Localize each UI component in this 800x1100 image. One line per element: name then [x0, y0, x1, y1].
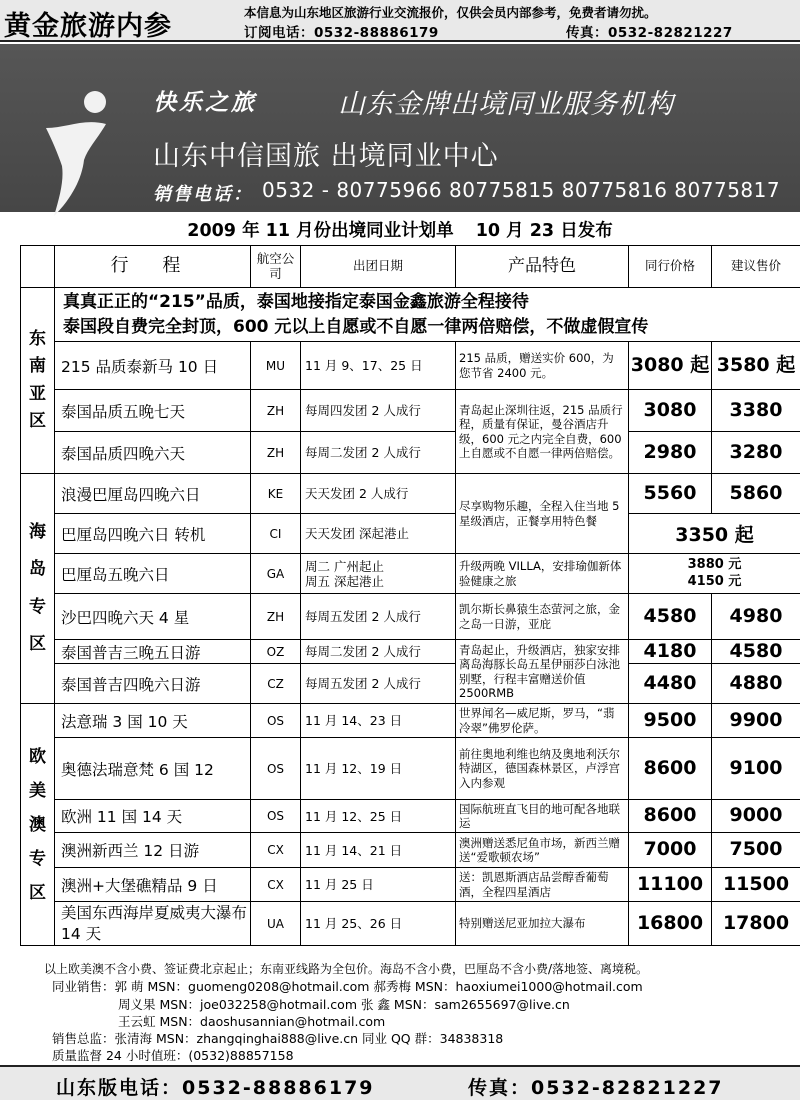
pricing-notes: 以上欧美澳不含小费、签证费北京起止；东南亚线路为全包价。海岛不含小费，巴厘岛不含小费/落地签、离境税。	[44, 962, 649, 976]
table-row: 澳洲+大堡礁精品 9 日 CX 11 月 25 日 送：凯恩斯酒店品尝醇香葡萄酒，全程四星酒店 11100 11500	[21, 868, 800, 902]
notice-row	[21, 288, 800, 342]
agency-title: 山东金牌出境同业服务机构	[338, 89, 674, 120]
shandong-fax: 传真：0532-82821227	[468, 1077, 724, 1099]
table-row: 泰国品质四晚六天 ZH 每周二发团 2 人成行 2980 3280	[21, 432, 800, 474]
header-features: 产品特色	[456, 246, 629, 288]
table-row: 欧洲 11 国 14 天 OS 11 月 12、25 日 国际航班直飞目的地可配各地联运 8600 9000	[21, 800, 800, 833]
table-row: 泰国品质五晚七天 ZH 每周四发团 2 人成行 青岛起止深圳往返，215 品质行程，质量有保证，曼谷酒店升级，600 元之内完全自费，600 上自愿或不自愿一律两倍赔偿。 3080 3380	[21, 390, 800, 432]
table-row: 美国东西海岸夏威夷大瀑布 14 天 UA 11 月 25、26 日 特别赠送尼亚加拉大瀑布 16800 17800	[21, 902, 800, 946]
table-row: 巴厘岛五晚六日 GA 周二 广州起止 周五 深起港止 升级两晚 VILLA，安排瑜伽新体验健康之旅 3880 元 4150 元	[21, 554, 800, 594]
subscription-phone: 订阅电话：0532-88886179	[244, 25, 439, 41]
table-row: 沙巴四晚六天 4 星 ZH 每周五发团 2 人成行 凯尔斯长鼻猿生态萤河之旅，金之岛一日游，亚庇 4580 4980	[21, 594, 800, 640]
table-row: 澳洲新西兰 12 日游 CX 11 月 14、21 日 澳洲赠送悉尼鱼市场，新西兰赠送“爱歌顿农场” 7000 7500	[21, 833, 800, 868]
sales-phone-numbers: 0532 - 80775966 80775815 80775816 80775817	[262, 178, 781, 202]
tour-price-table	[20, 245, 800, 946]
publish-date: 10 月 23 日发布	[475, 221, 613, 241]
header-departure: 出团日期	[301, 246, 456, 288]
sales-phone-label: 销售电话：	[153, 184, 253, 205]
sales-contacts-3: 王云虹 MSN：daoshusannian@hotmail.com	[118, 1014, 386, 1029]
shandong-phone: 山东版电话：0532-88886179	[56, 1077, 375, 1099]
table-row: 泰国普吉四晚六日游 CZ 每周五发团 2 人成行 4480 4880	[21, 664, 800, 704]
plan-title	[0, 217, 800, 242]
plan-name: 2009 年 11 月份出境同业计划单	[187, 221, 454, 241]
publication-title: 黄金旅游内参	[4, 11, 172, 42]
quality-hotline: 质量监督 24 小时值班：(0532)88857158	[52, 1048, 294, 1063]
sales-contacts-2: 周义果 MSN：joe032258@hotmail.com 张 鑫 MSN：sam2655697@live.cn	[118, 997, 570, 1012]
header-route: 行 程	[55, 246, 251, 288]
subscription-fax: 传真：0532-82821227	[566, 25, 733, 41]
agency-name: 山东中信国旅 出境同业中心	[153, 141, 499, 172]
slogan: 快乐之旅	[153, 90, 257, 116]
header-trade-price: 同行价格	[629, 246, 712, 288]
running-figure-logo-icon	[44, 88, 114, 218]
header-retail-price: 建议售价	[712, 246, 800, 288]
sales-contacts-1: 同业销售：郭 萌 MSN：guomeng0208@hotmail.com 郝秀梅 MSN：haoxiumei1000@hotmail.com	[52, 979, 643, 994]
thai-quality-notice: 真真正正的“215”品质，泰国地接指定泰国金鑫旅游全程接待 泰国段自费完全封顶，600 元以上自愿或不自愿一律两倍赔偿，不做虚假宣传	[55, 288, 800, 342]
thai-tour-features: 青岛起止深圳往返，215 品质行程，质量有保证，曼谷酒店升级，600 元之内完全自费，600 上自愿或不自愿一律两倍赔偿。	[456, 390, 629, 474]
bottom-bar	[0, 1065, 800, 1100]
bali-tour-features: 尽享购物乐趣，全程入住当地 5 星级酒店，正餐享用特色餐	[456, 474, 629, 554]
member-notice: 本信息为山东地区旅游行业交流报价，仅供会员内部参考，免费者请勿扰。	[244, 5, 657, 20]
top-strip	[0, 0, 800, 42]
table-row: 215 品质泰新马 10 日 MU 11 月 9、17、25 日 215 品质，赠送实价 600，为您节省 2400 元。 3080 起 3580 起	[21, 342, 800, 390]
table-row: 巴厘岛四晚六日 转机 CI 天天发团 深起港止 3350 起	[21, 514, 800, 554]
table-row: 奥德法瑞意梵 6 国 12 OS 11 月 12、19 日 前往奥地利维也纳及奥地利沃尔特湖区，德国森林景区，卢浮宫入内参观 8600 9100	[21, 738, 800, 800]
region-europe-america-australia: 欧美澳专区	[21, 704, 55, 946]
phuket-tour-features: 青岛起止，升级酒店，独家安排离岛海豚长岛五星伊丽莎白泳池别墅，行程丰富赠送价值 2500RMB	[456, 640, 629, 704]
table-row: 海岛专区 浪漫巴厘岛四晚六日 KE 天天发团 2 人成行 尽享购物乐趣，全程入住当地 5 星级酒店，正餐享用特色餐 5560 5860	[21, 474, 800, 514]
header-region	[21, 246, 55, 288]
sales-director-contact: 销售总监：张清海 MSN：zhangqinghai888@live.cn 同业 QQ 群：34838318	[52, 1031, 504, 1046]
header-airline: 航空公司	[251, 246, 301, 288]
table-row: 欧美澳专区 法意瑞 3 国 10 天 OS 11 月 14、23 日 世界闻名—威尼斯，罗马，“翡冷翠”佛罗伦萨。 9500 9900	[21, 704, 800, 738]
agency-banner	[0, 44, 800, 212]
table-row: 泰国普吉三晚五日游 OZ 每周二发团 2 人成行 青岛起止，升级酒店，独家安排离岛海豚长岛五星伊丽莎白泳池别墅，行程丰富赠送价值 2500RMB 4180 4580	[21, 640, 800, 664]
region-island: 海岛专区	[21, 474, 55, 704]
region-southeast-asia: 东南亚区	[21, 288, 55, 474]
table-header-row	[21, 246, 800, 288]
